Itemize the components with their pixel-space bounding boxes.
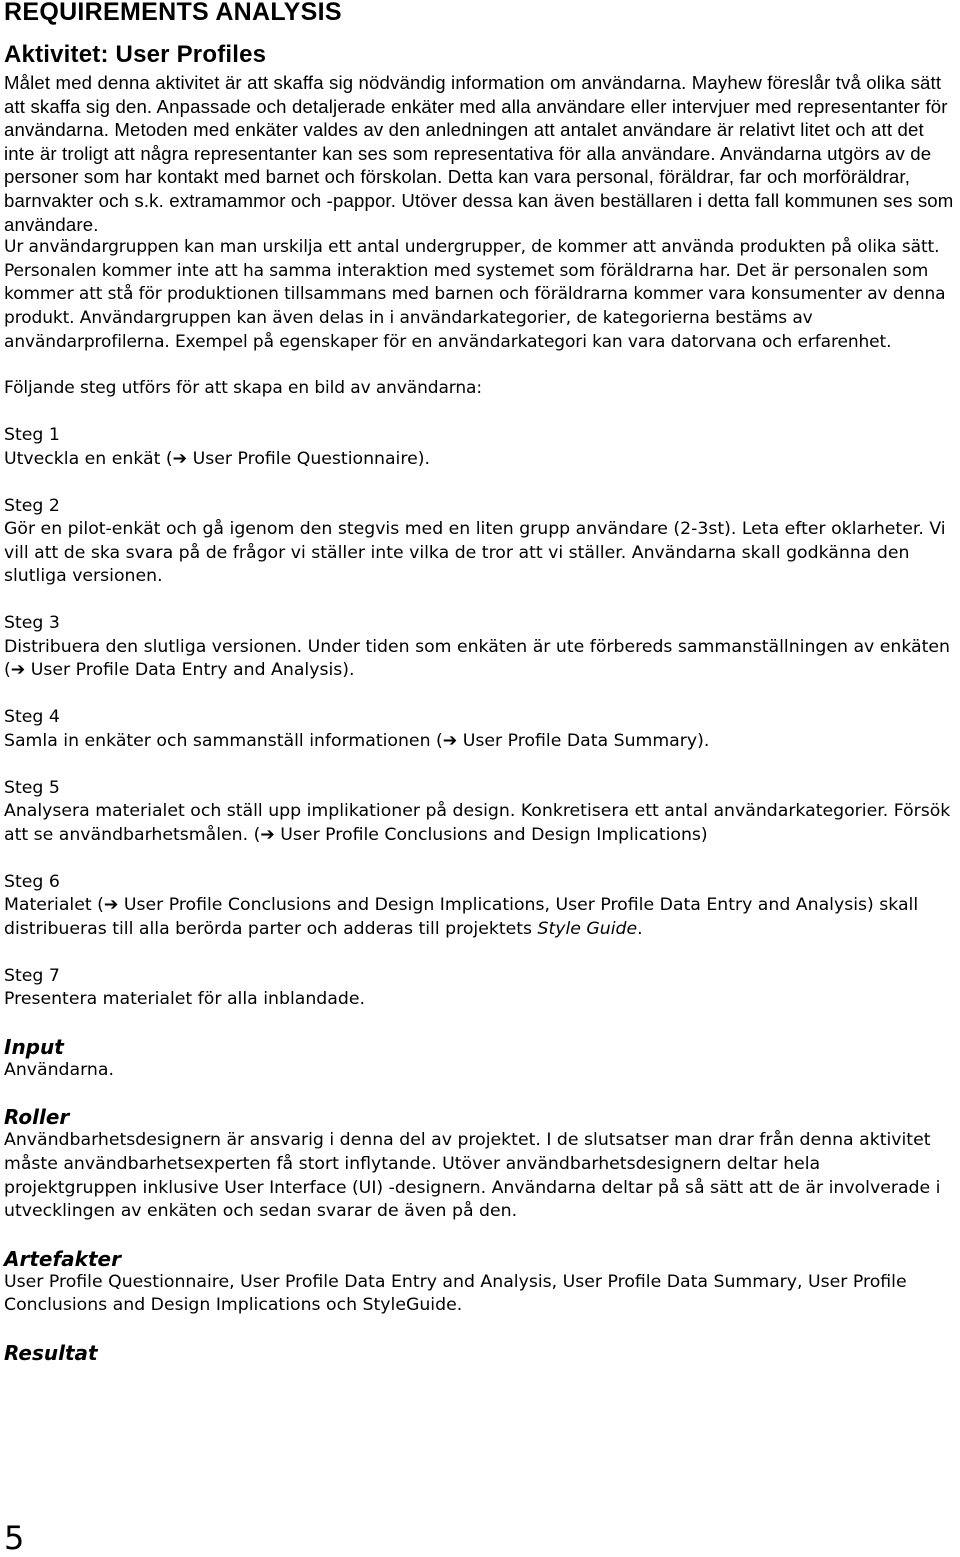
- step-text: Analysera materialet och ställ upp implikationer på design. Konkretisera ett antal användarkategorier. Försök att se användbarhetsmålen. (➔ User Profile Conclusions and Design Implications): [4, 801, 951, 845]
- document-title: REQUIREMENTS ANALYSIS: [4, 0, 342, 26]
- step-text-main: Materialet (➔ User Profile Conclusions and Design Implications, User Profile Data Entry and Analysis) skall distribueras till alla berörda parter och adderas till projektets: [4, 895, 919, 939]
- input-heading: Input: [4, 1034, 64, 1059]
- step-text: Distribuera den slutliga versionen. Under tiden som enkäten är ute förbereds sammanställningen av enkäten (➔ User Profile Data Entry and Analysis).: [4, 636, 951, 681]
- step-title: Steg 5: [4, 777, 60, 798]
- step-text: Presentera materialet för alla inblandade.: [4, 989, 365, 1010]
- steps-intro: Följande steg utförs för att skapa en bild av användarna:: [4, 378, 482, 399]
- step-7: [4, 965, 956, 1012]
- intro-paragraph: Målet med denna aktivitet är att skaffa sig nödvändig information om användarna. Mayhew föreslår två olika sätt att skaffa sig den. Anpassade och detaljerade enkäter med alla användare eller intervjuer med representanter för användarna. Metoden med enkäter valdes av den anledningen att antalet användare är relativt litet och att det inte är troligt att några representanter kan ses som representativa för alla användare. Användarna utgörs av de personer som har kontakt med barnet och förskolan. Detta kan vara personal, föräldrar, far och morföräldrar, barnvakter och s.k. extramammor och -pappor. Utöver dessa kan även beställaren i detta fall kommunen ses som användare.: [4, 72, 954, 235]
- step-text: Gör en pilot-enkät och gå igenom den stegvis med en liten grupp användare (2-3st). Leta efter oklarheter. Vi vill att de ska svara på de frågor vi ställer inte vilka de tror att vi ställer. Användarna skall godkänna den slutliga versionen.: [4, 519, 946, 587]
- step-text: Utveckla en enkät (➔ User Profile Questionnaire).: [4, 448, 430, 469]
- resultat-heading: Resultat: [4, 1340, 98, 1365]
- step-title: Steg 4: [4, 707, 60, 728]
- step-text: [4, 894, 956, 941]
- input-text: Användarna.: [4, 1059, 114, 1080]
- roller-text: Användbarhetsdesignern är ansvarig i denna del av projektet. I de slutsatser man drar från denna aktivitet måste användbarhetsexperten få stort inflytande. Utöver användbarhetsdesignern deltar hela projektgruppen inklusive User Interface (UI) -designern. Användarna deltar på så sätt att de är involverade i utvecklingen av enkäten och sedan svarar de även på den.: [4, 1130, 941, 1222]
- step-6: [4, 871, 956, 942]
- intro-paragraph-2: Ur användargruppen kan man urskilja ett antal undergrupper, de kommer att använda produkten på olika sätt. Personalen kommer inte att ha samma interaktion med systemet som föräldrarna har. Det är personalen som kommer att stå för produktionen tillsammans med barnen och föräldrarna kommer vara konsumenter av denna produkt. Användargruppen kan även delas in i användarkategorier, de kategorierna bestäms av användarprofilerna. Exempel på egenskaper för en användarkategori kan vara datorvana och erfarenhet.: [4, 237, 946, 352]
- step-title: Steg 3: [4, 613, 60, 634]
- step-text: Samla in enkäter och sammanställ informationen (➔ User Profile Data Summary).: [4, 730, 710, 751]
- step-title: Steg 2: [4, 495, 60, 516]
- style-guide-term: Style Guide: [537, 918, 638, 939]
- step-title: Steg 1: [4, 425, 60, 446]
- activity-heading: Aktivitet: User Profiles: [4, 41, 267, 68]
- step-5: [4, 777, 956, 848]
- step-title: Steg 6: [4, 871, 60, 892]
- step-4: [4, 706, 956, 753]
- step-text-end: .: [637, 918, 643, 939]
- roller-heading: Roller: [4, 1105, 70, 1130]
- step-3: [4, 612, 956, 683]
- artefakter-text: User Profile Questionnaire, User Profile Data Entry and Analysis, User Profile Data Summary, User Profile Conclusions and Design Implications och StyleGuide.: [4, 1271, 907, 1316]
- step-title: Steg 7: [4, 965, 60, 986]
- page-number: 5: [4, 1519, 25, 1557]
- artefakter-heading: Artefakter: [4, 1246, 121, 1271]
- step-2: [4, 495, 956, 589]
- step-1: [4, 424, 956, 471]
- document-page: [4, 0, 956, 1365]
